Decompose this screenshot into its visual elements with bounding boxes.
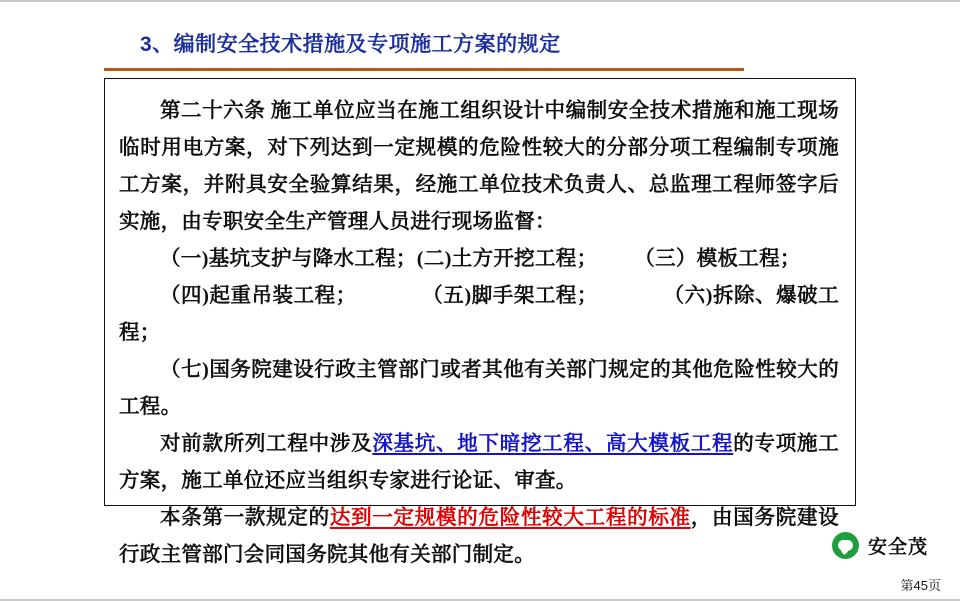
paragraph-expert-review-part-b: 的专项施工方案，施工单位还应当组织专家进行论证、审查。 <box>119 433 840 492</box>
paragraph-standard <box>119 500 839 574</box>
watermark-logo <box>832 532 928 559</box>
paragraph-article-26: 第二十六条 施工单位应当在施工组织设计中编制安全技术措施和施工现场临时用电方案，对下列达到一定规模的危险性较大的分部分项工程编制专项施工方案，并附具安全验算结果，经施工单位技术负责人、总监理工程师签字后实施，由专职安全生产管理人员进行现场监督： <box>119 100 839 233</box>
list-item-row-2 <box>119 278 839 352</box>
list-item-2c: （六)拆除、爆破工程； <box>119 285 839 344</box>
paragraph-standard-part-b: ，由国务院建设行政主管部门会同国务院其他有关部门制定。 <box>119 507 839 566</box>
page-number-label: 第45页 <box>898 574 944 595</box>
list-item-1: （一)基坑支护与降水工程；(二)土方开挖工程； <box>160 248 598 270</box>
title-underline-rule <box>104 68 744 71</box>
list-item-1b: （三）模板工程； <box>634 248 801 270</box>
content-box <box>104 78 856 566</box>
paragraph-expert-review <box>119 426 839 500</box>
slide-top-border <box>0 0 960 2</box>
list-item-2: （四)起重吊装工程； <box>160 285 357 307</box>
list-item-2b: （五)脚手架工程； <box>422 285 598 307</box>
highlight-scale-standard: 达到一定规模的危险性较大工程的标准 <box>329 507 691 529</box>
page-title: 3、编制安全技术措施及专项施工方案的规定 <box>140 33 561 56</box>
list-item-row-3 <box>119 352 839 426</box>
wechat-logo-icon <box>832 532 859 559</box>
highlight-deep-foundation: 深基坑、地下暗挖工程、高大模板工程 <box>372 433 734 455</box>
list-item-3: （七)国务院建设行政主管部门或者其他有关部门规定的其他危险性较大的工程。 <box>119 359 839 418</box>
paragraph-expert-review-part-a: 对前款所列工程中涉及 <box>160 433 373 455</box>
paragraph-standard-part-a: 本条第一款规定的 <box>160 507 330 529</box>
list-item-row-1 <box>119 241 839 278</box>
watermark-brand-label: 安全茂 <box>867 537 928 558</box>
